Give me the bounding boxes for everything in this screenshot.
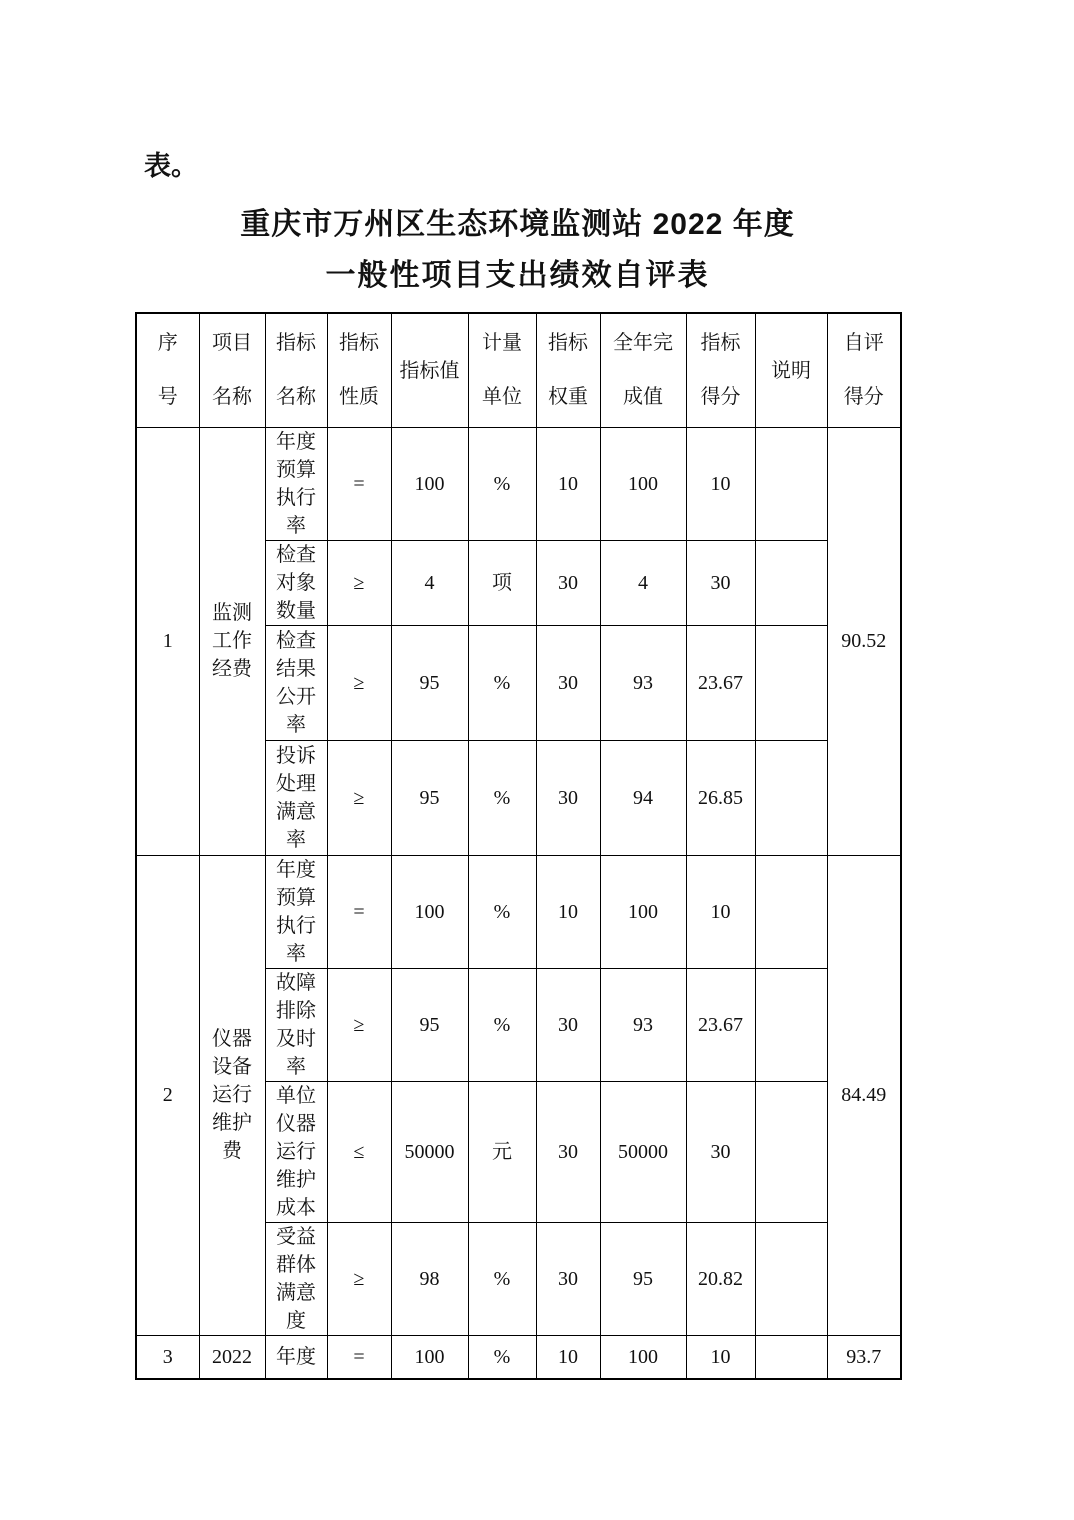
indicator-score-cell: 23.67 xyxy=(686,625,755,740)
weight-cell: 30 xyxy=(536,740,600,855)
project-name-cell xyxy=(199,427,265,855)
header-label-annual-value: 全年完成值 xyxy=(613,332,673,409)
indicator-name-text: 年度预算执行率 xyxy=(276,858,316,965)
unit-cell: % xyxy=(468,740,536,855)
indicator-score-cell: 30 xyxy=(686,540,755,625)
unit-cell: % xyxy=(468,1335,536,1379)
indicator-nature-cell: ≤ xyxy=(327,1081,391,1222)
annual-value-cell: 100 xyxy=(600,1335,686,1379)
annual-value-cell: 50000 xyxy=(600,1081,686,1222)
indicator-name-cell xyxy=(265,855,327,968)
indicator-nature-cell: ≥ xyxy=(327,540,391,625)
indicator-score-cell: 10 xyxy=(686,1335,755,1379)
indicator-value-cell: 95 xyxy=(391,625,468,740)
indicator-name-cell xyxy=(265,1222,327,1335)
annual-value-cell: 93 xyxy=(600,968,686,1081)
indicator-value-cell: 100 xyxy=(391,1335,468,1379)
weight-cell: 30 xyxy=(536,968,600,1081)
indicator-value-cell: 100 xyxy=(391,855,468,968)
indicator-score-cell: 23.67 xyxy=(686,968,755,1081)
indicator-nature-cell: = xyxy=(327,855,391,968)
leading-paragraph-tail: 表。 xyxy=(144,151,198,181)
indicator-nature-cell: ≥ xyxy=(327,968,391,1081)
header-label-seq: 序号 xyxy=(157,332,178,409)
indicator-name-text: 检查结果公开率 xyxy=(276,629,316,736)
indicator-name-cell xyxy=(265,1335,327,1379)
document-title-line2: 一般性项目支出绩效自评表 xyxy=(325,259,710,292)
self-score-cell: 90.52 xyxy=(827,427,901,855)
unit-cell: % xyxy=(468,855,536,968)
seq-cell: 1 xyxy=(136,427,199,855)
note-cell xyxy=(755,1335,827,1379)
weight-cell: 10 xyxy=(536,1335,600,1379)
annual-value-cell: 93 xyxy=(600,625,686,740)
header-cell-self-score xyxy=(827,313,901,427)
indicator-score-cell: 10 xyxy=(686,427,755,540)
annual-value-cell: 100 xyxy=(600,855,686,968)
indicator-name-text: 故障排除及时率 xyxy=(276,971,316,1078)
header-cell-note xyxy=(755,313,827,427)
header-label-self-score: 自评得分 xyxy=(843,332,884,409)
unit-cell: % xyxy=(468,427,536,540)
indicator-name-text: 年度预算执行率 xyxy=(276,430,316,537)
annual-value-cell: 94 xyxy=(600,740,686,855)
header-label-indicator-score: 指标得分 xyxy=(700,332,741,409)
indicator-value-cell: 100 xyxy=(391,427,468,540)
table-row xyxy=(136,1335,901,1379)
header-cell-annual-value xyxy=(600,313,686,427)
indicator-nature-cell: ≥ xyxy=(327,625,391,740)
indicator-nature-cell: = xyxy=(327,427,391,540)
indicator-nature-cell: ≥ xyxy=(327,740,391,855)
indicator-nature-cell: = xyxy=(327,1335,391,1379)
project-name-cell xyxy=(199,855,265,1335)
weight-cell: 30 xyxy=(536,1222,600,1335)
weight-cell: 30 xyxy=(536,625,600,740)
header-cell-indicator-nature xyxy=(327,313,391,427)
indicator-score-cell: 20.82 xyxy=(686,1222,755,1335)
self-score-cell: 84.49 xyxy=(827,855,901,1335)
note-cell xyxy=(755,740,827,855)
header-cell-seq xyxy=(136,313,199,427)
unit-cell: % xyxy=(468,1222,536,1335)
weight-cell: 10 xyxy=(536,427,600,540)
project-name-text: 监测工作经费 xyxy=(212,602,252,680)
indicator-value-cell: 50000 xyxy=(391,1081,468,1222)
indicator-name-cell xyxy=(265,540,327,625)
note-cell xyxy=(755,1222,827,1335)
header-cell-weight xyxy=(536,313,600,427)
header-cell-unit xyxy=(468,313,536,427)
indicator-value-cell: 95 xyxy=(391,968,468,1081)
note-cell xyxy=(755,968,827,1081)
header-label-weight: 指标权重 xyxy=(548,332,588,409)
header-cell-indicator-value xyxy=(391,313,468,427)
table-row xyxy=(136,427,901,540)
header-cell-indicator-score xyxy=(686,313,755,427)
note-cell xyxy=(755,540,827,625)
unit-cell: 项 xyxy=(468,540,536,625)
project-name-text: 仪器设备运行维护费 xyxy=(212,1028,252,1162)
indicator-value-cell: 98 xyxy=(391,1222,468,1335)
indicator-name-text: 单位仪器运行维护成本 xyxy=(276,1084,316,1219)
performance-self-evaluation-table xyxy=(135,312,902,1380)
project-name-text: 2022 xyxy=(212,1346,252,1369)
seq-cell: 3 xyxy=(136,1335,199,1379)
indicator-name-cell xyxy=(265,625,327,740)
header-label-indicator-nature: 指标性质 xyxy=(339,332,379,409)
header-label-project-name: 项目名称 xyxy=(212,332,252,409)
indicator-name-text: 受益群体满意度 xyxy=(276,1225,316,1332)
annual-value-cell: 100 xyxy=(600,427,686,540)
header-label-indicator-value: 指标值 xyxy=(399,359,460,382)
document-title xyxy=(135,208,900,293)
indicator-score-cell: 10 xyxy=(686,855,755,968)
indicator-value-cell: 95 xyxy=(391,740,468,855)
table-header-row xyxy=(136,313,901,427)
indicator-name-cell xyxy=(265,740,327,855)
header-label-note: 说明 xyxy=(771,359,811,382)
self-score-cell: 93.7 xyxy=(827,1335,901,1379)
unit-cell: % xyxy=(468,968,536,1081)
indicator-value-cell: 4 xyxy=(391,540,468,625)
indicator-name-text: 年度 xyxy=(276,1346,316,1369)
note-cell xyxy=(755,855,827,968)
header-cell-project-name xyxy=(199,313,265,427)
seq-cell: 2 xyxy=(136,855,199,1335)
indicator-name-cell xyxy=(265,1081,327,1222)
note-cell xyxy=(755,625,827,740)
annual-value-cell: 95 xyxy=(600,1222,686,1335)
indicator-name-text: 检查对象数量 xyxy=(276,543,316,622)
project-name-cell xyxy=(199,1335,265,1379)
unit-cell: % xyxy=(468,625,536,740)
note-cell xyxy=(755,427,827,540)
unit-cell: 元 xyxy=(468,1081,536,1222)
weight-cell: 30 xyxy=(536,1081,600,1222)
header-label-unit: 计量单位 xyxy=(482,332,522,409)
annual-value-cell: 4 xyxy=(600,540,686,625)
header-label-indicator-name: 指标名称 xyxy=(276,332,316,409)
indicator-name-text: 投诉处理满意率 xyxy=(276,744,316,851)
table-row xyxy=(136,855,901,968)
indicator-name-cell xyxy=(265,968,327,1081)
indicator-score-cell: 26.85 xyxy=(686,740,755,855)
note-cell xyxy=(755,1081,827,1222)
weight-cell: 30 xyxy=(536,540,600,625)
document-title-line1: 重庆市万州区生态环境监测站 2022 年度 xyxy=(240,208,795,241)
indicator-name-cell xyxy=(265,427,327,540)
header-cell-indicator-name xyxy=(265,313,327,427)
indicator-score-cell: 30 xyxy=(686,1081,755,1222)
indicator-nature-cell: ≥ xyxy=(327,1222,391,1335)
weight-cell: 10 xyxy=(536,855,600,968)
